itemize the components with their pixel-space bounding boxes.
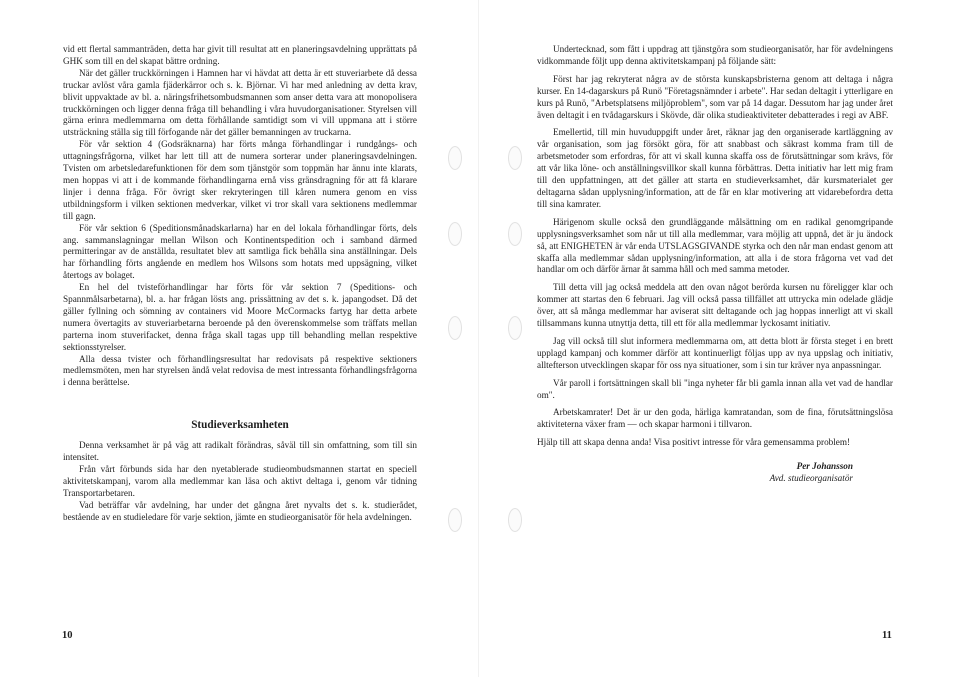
page-divider [478, 0, 479, 677]
signature-role: Avd. studieorganisatör [769, 473, 853, 484]
right-text-column [537, 44, 893, 485]
paragraph: Arbetskamrater! Det är ur den goda, härliga kamratandan, som de fina, förutsättningslösa aktiviteterna växer fram — och skapar harmoni i tillvaron. [537, 407, 893, 430]
paragraph: När det gäller truckkörningen i Hamnen har vi hävdat att detta är ett stuveriarbete då dessa truckar avlöst våra gamla fjäderkärror och s. k. Björnar. Vi har med anledning av detta krav, blivit uppvaktade av bl. a. näringsfrihetsombudsmannen som anser detta vara att monopolisera truckkörningen och ligger denna fråga till behandling i våra huvudorganisationer. Styrelsen vill gärna erinra medlemmarna om detta förhållande samtidigt som vi vill uppmana att i större utsträckning ställa sig till förfogande när det gäller bemanningen av truckarna. [63, 67, 417, 138]
paragraph: Vår paroll i fortsättningen skall bli "inga nyheter får bli gamla innan alla vet vad de handlar om". [537, 377, 893, 400]
paragraph: Från vårt förbunds sida har den nyetablerade studieombudsmannen startat en speciell aktivitetskampanj, varom alla medlemmar kan läsa och aktivt deltaga i, genom vår tidning Transportarbetaren. [63, 464, 417, 498]
paragraph: Denna verksamhet är på väg att radikalt förändras, såväl till sin omfattning, som till sin intensitet. [63, 440, 417, 463]
left-page [0, 0, 478, 677]
paragraph: vid ett flertal sammanträden, detta har givit till resultat att en planeringsavdelning upprättats på GHK som till en del skapat bättre ordning. [63, 44, 417, 66]
paragraph: Emellertid, till min huvuduppgift under året, räknar jag den organiserade kartläggning av vår organisation, som jag försökt göra, för att snabbast och säkrast komma fram till de arbetsmetoder som erfordras, för att vi skall kunna skaffa oss de förutsättningar som krävs, för att vår lika löne- och anställningsvillkor skall kunna förbättras. Detta initiativ har lett mig fram till den uppfattningen, att det gäller att starta en studieverksamhet, där kursmaterialet ger deltagarna sådan upplysning/information, att de får en klar motivering att vidarebefordra detta till sina kamrater. [537, 127, 893, 209]
binder-hole [508, 146, 522, 170]
binder-hole [508, 222, 522, 246]
binder-hole [508, 316, 522, 340]
paragraph: Hjälp till att skapa denna anda! Visa positivt intresse för våra gemensamma problem! [537, 437, 851, 448]
paragraph: Vad beträffar vår avdelning, har under det gångna året nyvalts det s. k. studierådet, bestående av en studieledare för varje sektion, jämte en studieorganisatör för hela avdelningen. [63, 499, 417, 522]
paragraph: Alla dessa tvister och förhandlingsresultat har redovisats på respektive sektioners medlemsmöten, men har styrelsen ändå velat redovisa de mest intressanta förhandlingsfrågorna i denna berättelse. [63, 353, 417, 388]
page-number: 11 [882, 630, 892, 641]
paragraph: Jag vill också till slut informera medlemmarna om, att detta blott är första steget i en brett upplagd kampanj och kommer därför att kontinuerligt följas upp av nya uppslag och initiativ, alltefterson utvecklingen skapar för oss nya situationer, som i sin tur kräver nya anpassningar. [537, 335, 893, 370]
paragraph: Till detta vill jag också meddela att den ovan något berörda kursen nu föreligger klar och kommer att startas den 6 februari. Jag vill också passa tillfället att uttrycka min odelade glädje över, att så många medlemmar har aviserat sitt deltagande och jag hoppas innerligt att vi skall tillsammans kunna utnyttja detta, till ett för alla medlemmar lyckosamt initiativ. [537, 282, 893, 329]
right-page [480, 0, 959, 677]
paragraph: För vår sektion 4 (Godsräknarna) har förts många förhandlingar i rundgångs- och uttagningsfrågorna, vilket har lett till att de numera sorterar under planeringsavdelningen. Tvisten om arbetsledarefunktionen för dem som tjänstgör som toppmän har ännu inte klarats, men hoppas vi att i de kommande förhandlingarna ernå viss gränsdragning för att få klarare linjer i denna fråga. För övrigt sker rekryteringen till kåren numera genom en viss utbildningsform i vilken sektionen medverkar, vilket vi tror skall vara sektionens medlemmar till gagn. [63, 139, 417, 221]
paragraph: En hel del tvisteförhandlingar har förts för vår sektion 7 (Speditions- och Spannmålsarbetarna), bl. a. har frågan lösts ang. prissättning av det s. k. japangodset. Då det gäller fyllning och sömning av containers vid Moore McCormacks fartyg har detta arbete numera övertagits av stuveriarbetarna beroende på den överenskommelse som träffats mellan parterna inom stuverifacket, denna fråga skall tagas upp till behandling mellan respektive sektionsstyrelser. [63, 282, 417, 352]
signature-name: Per Johansson [796, 461, 853, 472]
binder-hole [448, 508, 462, 532]
left-text-column [63, 44, 417, 524]
binder-hole [448, 222, 462, 246]
binder-hole [508, 508, 522, 532]
page-number: 10 [62, 630, 73, 641]
paragraph: För vår sektion 6 (Speditionsmånadskarlarna) har en del lokala förhandlingar förts, dels ang. sammanslagningar mellan Wilson och Kontinentspedition och i samband därmed permitteringar av de anställda, resultatet blev att samtliga fick behålla sina anställningar. Dels har förhandling förts angående en medlem hos Wilsons som hotats med uppsägning, vilket återtogs av bolaget. [63, 222, 417, 281]
section-heading: Studieverksamheten [191, 419, 289, 432]
paragraph: Först har jag rekryterat några av de största kunskapsbristerna genom att deltaga i några kurser. En 14-dagarskurs på Runö "Företagsnämnder i arbete". Har sedan deltagit i ytterligare en kurs på Runö, "Arbetsplatsens miljöproblem", som var på 14 dagar. Dessutom har jag under året även deltagit i en tvådagarskurs i Skövde, där olika studieaktiviteter debatterades i regi av ABF. [537, 73, 893, 120]
binder-hole [448, 316, 462, 340]
paragraph: Härigenom skulle också den grundläggande målsättning om en radikal genomgripande upplysningsverksamhet som når ut till alla medlemmar, vara möjlig att uppnå, det är ju ändock så, att ENIGHETEN är vår enda UTSLAGSGIVANDE styrka och den når man endast genom att skaffa alla medlemmar sådan upplysning/information, att alla i de stora frågorna vet vad det handlar om och därför ärnar åt samma håll och med samma metoder. [537, 216, 893, 275]
binder-hole [448, 146, 462, 170]
paragraph: Undertecknad, som fått i uppdrag att tjänstgöra som studieorganisatör, har för avdelningens vidkommande följt upp denna aktivitetskampanj på följande sätt: [537, 44, 893, 66]
